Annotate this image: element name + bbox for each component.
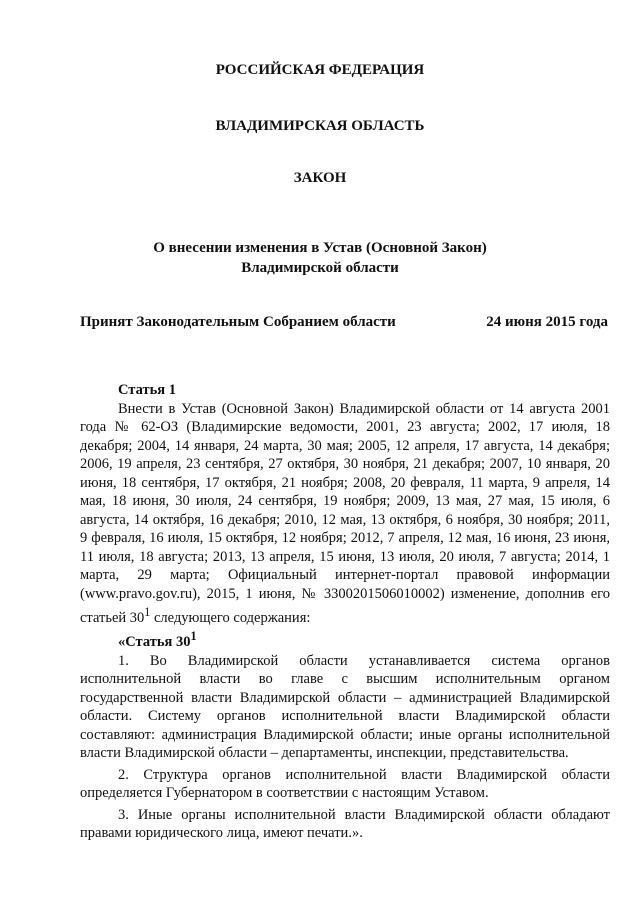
article-1-text xyxy=(80,400,610,628)
article-1-heading: Статья 1 xyxy=(118,382,176,398)
article-1-text-sup: 1 xyxy=(144,605,151,619)
law-title xyxy=(0,238,640,278)
article-1-text-end: следующего содержания: xyxy=(150,609,311,626)
adoption-line xyxy=(80,312,608,332)
article-30-1-heading-text: «Статья 30 xyxy=(118,634,191,651)
document-body xyxy=(80,381,610,843)
article-1-text-main: Внести в Устав (Основной Закон) Владимирской области от 14 августа 2001 года № 62-ОЗ (Владимирские ведомости, 2001, 23 августа; 2002, 17 июля, 18 декабря; 2004, 14 января, 24 марта, 30 мая; 2005, 12 апреля, 17 августа, 14 декабря; 2006, 19 апреля, 23 сентября, 27 октября, 30 ноября, 21 декабря; 2007, 10 января, 20 июня, 18 сентября, 17 октября, 21 ноября; 2008, 20 февраля, 11 марта, 9 апреля, 14 мая, 18 июня, 30 июля, 24 сентября, 19 ноября; 2009, 13 мая, 27 мая, 15 июля, 6 августа, 14 октября, 16 декабря; 2010, 12 мая, 13 октября, 6 ноября, 30 ноября; 2011, 9 февраля, 16 июля, 15 октября, 12 ноября; 2012, 7 апреля, 12 мая, 16 июня, 23 июня, 11 июля, 18 августа; 2013, 13 апреля, 15 июня, 13 июля, 20 июля, 7 августа; 2014, 1 марта, 29 марта; Официальный интернет-портал правовой информации (www.pravo.gov.ru), 2015, 1 июня, № 3300201506010002) изменение, дополнив его статьей 30 xyxy=(80,400,610,626)
article-30-1-paragraph-1: 1. Во Владимирской области устанавливается система органов исполнительной власти во главе с высшим исполнительным органом государственной власти Владимирской области – администрацией Владимирской области. Систему органов исполнительной власти Владимирской области составляют: администрация Владимирской области; иные органы исполнительной власти Владимирской области – департаменты, инспекции, представительства. xyxy=(80,652,610,762)
article-30-1-paragraph-2: 2. Структура органов исполнительной власти Владимирской области определяется Губернатором в соответствии с настоящим Уставом. xyxy=(80,766,610,802)
header-federation: РОССИЙСКАЯ ФЕДЕРАЦИЯ xyxy=(215,62,425,78)
article-30-1-heading xyxy=(80,627,610,651)
law-title-line1: О внесении изменения в Устав (Основной Закон) xyxy=(153,240,487,256)
adopted-by: Принят Законодательным Собранием области xyxy=(80,314,396,330)
law-title-line2: Владимирской области xyxy=(241,260,399,276)
article-30-1-heading-sup: 1 xyxy=(190,629,197,644)
header-region: ВЛАДИМИРСКАЯ ОБЛАСТЬ xyxy=(215,118,425,134)
adoption-date: 24 июня 2015 года xyxy=(486,314,608,330)
header-doc-type: ЗАКОН xyxy=(293,170,347,186)
article-30-1-paragraph-3: 3. Иные органы исполнительной власти Владимирской области обладают правами юридического лица, имеют печати.». xyxy=(80,806,610,842)
